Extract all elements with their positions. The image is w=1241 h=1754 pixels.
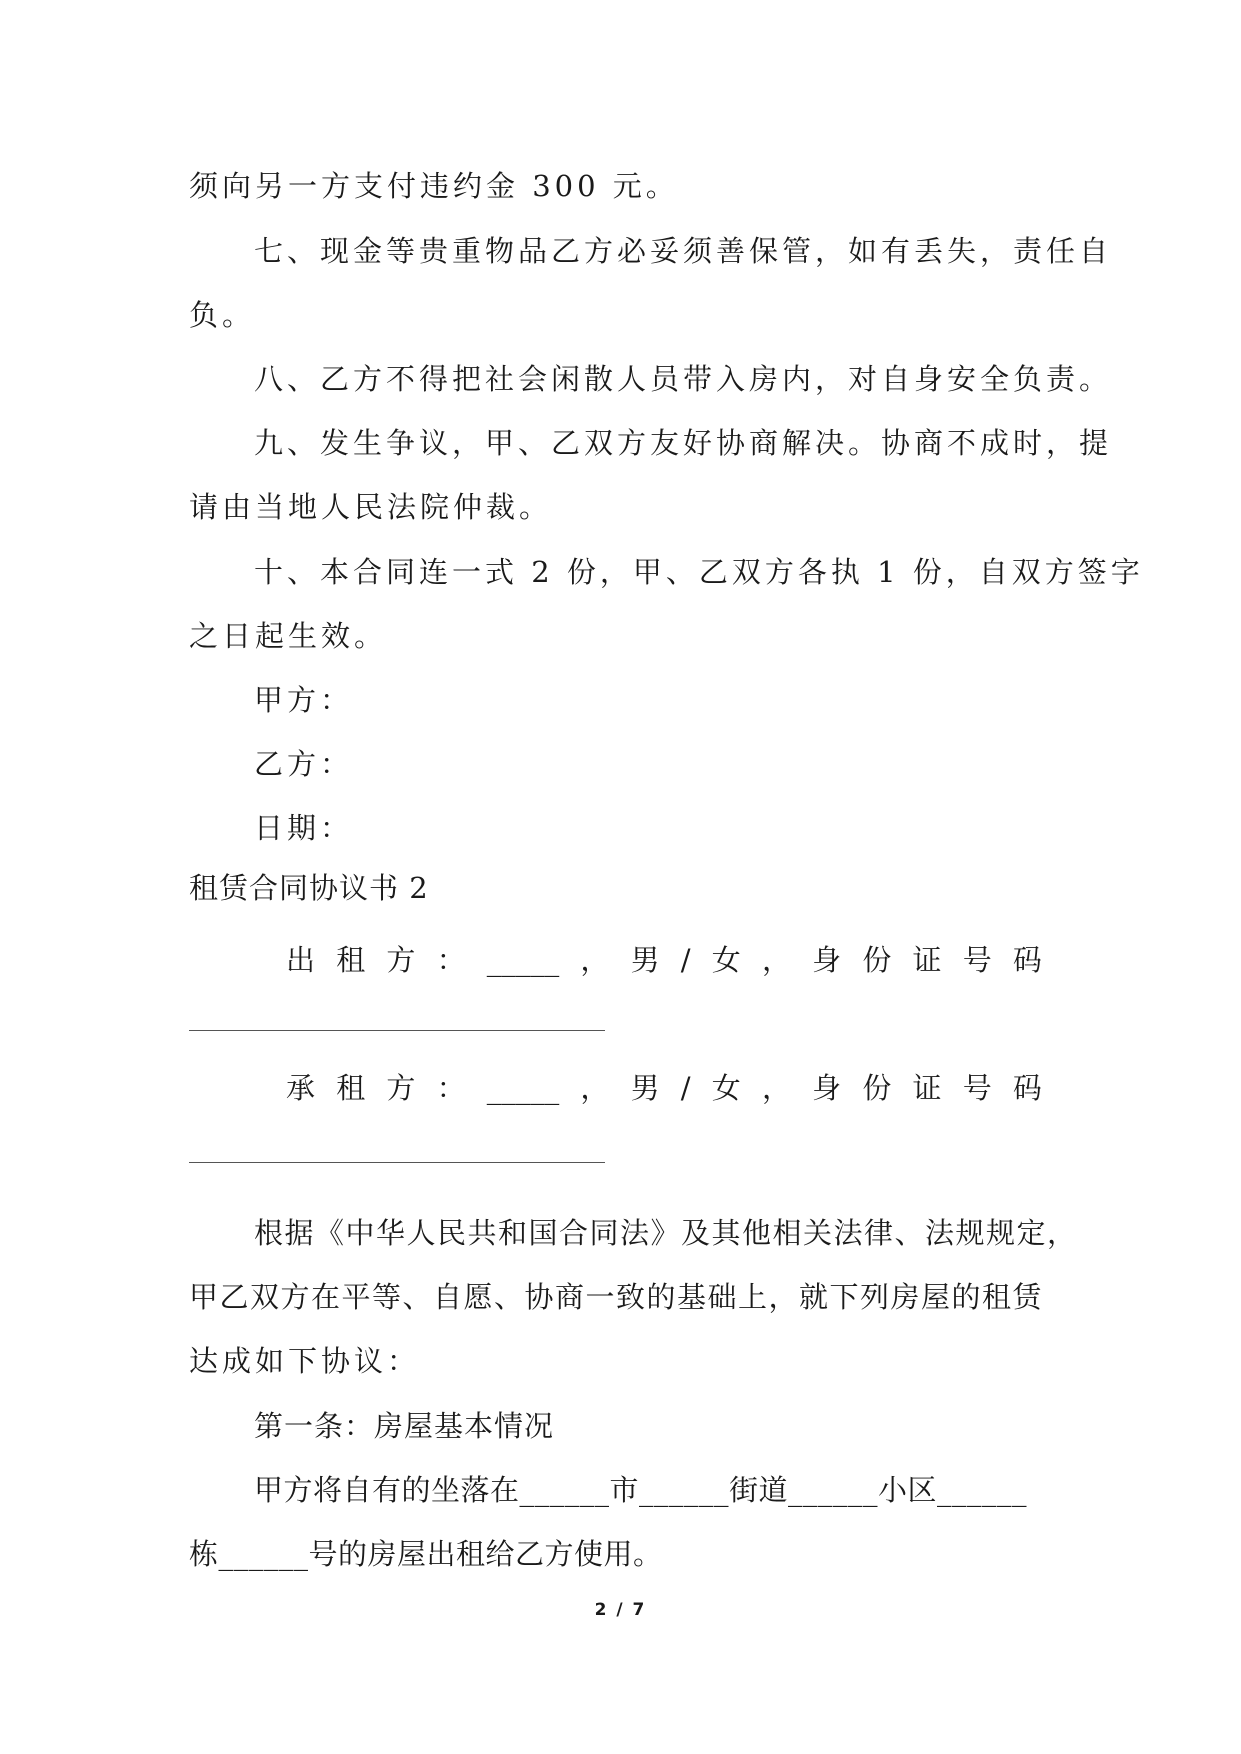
- lessor-char: 身: [812, 943, 842, 977]
- lessor-name-blank: _____: [486, 943, 560, 977]
- lessee-char: 份: [862, 1071, 892, 1105]
- party-b-label: 乙方：: [254, 747, 354, 781]
- date-label: 日期：: [254, 811, 354, 845]
- text-line: 八、乙方不得把社会闲散人员带入房内，对自身安全负责。: [254, 362, 1113, 396]
- text-line: 九、发生争议，甲、乙双方友好协商解决。协商不成时，提: [254, 426, 1113, 460]
- lessor-char: 方: [386, 943, 416, 977]
- text-line: 甲乙双方在平等、自愿、协商一致的基础上，就下列房屋的租赁: [189, 1280, 1044, 1314]
- lessee-char: 承: [286, 1071, 316, 1105]
- lessee-char: 方: [386, 1071, 416, 1105]
- lessee-name-blank: _____: [486, 1071, 560, 1105]
- text-line: 栋______号的房屋出租给乙方使用。: [189, 1537, 663, 1571]
- lessee-char: ，: [761, 1071, 791, 1105]
- lessee-id-blank-line: [189, 1162, 605, 1163]
- text-line: 请由当地人民法院仲裁。: [189, 490, 553, 524]
- party-a-label: 甲方：: [254, 683, 354, 717]
- lessor-char: 码: [1012, 943, 1042, 977]
- lessee-char: 号: [962, 1071, 992, 1105]
- lessee-char: ：: [436, 1071, 466, 1105]
- text-line: 之日起生效。: [189, 619, 388, 653]
- lessor-char: /: [680, 943, 691, 977]
- lessee-char: 女: [711, 1071, 741, 1105]
- lessee-char: 身: [812, 1071, 842, 1105]
- lessor-id-blank-line: [189, 1030, 605, 1031]
- article-heading: 第一条：房屋基本情况: [254, 1409, 555, 1443]
- lessor-char: 证: [912, 943, 942, 977]
- lessee-char: /: [680, 1071, 691, 1105]
- text-line: 十、本合同连一式 2 份，甲、乙双方各执 1 份，自双方签字: [254, 555, 1144, 589]
- lessor-char: ，: [580, 943, 610, 977]
- lessor-char: 份: [862, 943, 892, 977]
- lessee-char: 男: [630, 1071, 660, 1105]
- text-line: 甲方将自有的坐落在______市______街道______小区______: [254, 1473, 1028, 1507]
- lessor-char: ：: [436, 943, 466, 977]
- page-indicator: 2 / 7: [594, 1600, 647, 1620]
- lessor-char: ，: [761, 943, 791, 977]
- lessee-char: ，: [580, 1071, 610, 1105]
- lessee-char: 证: [912, 1071, 942, 1105]
- lessor-char: 女: [711, 943, 741, 977]
- lessor-row: [286, 940, 1042, 980]
- text-line: 须向另一方支付违约金 300 元。: [189, 169, 679, 203]
- text-line: 根据《中华人民共和国合同法》及其他相关法律、法规规定，: [254, 1216, 1078, 1250]
- section-title: 租赁合同协议书 2: [189, 871, 429, 905]
- text-line: 达成如下协议：: [189, 1344, 421, 1378]
- lessor-char: 男: [630, 943, 660, 977]
- text-line: 负。: [189, 298, 256, 332]
- text-line: 七、现金等贵重物品乙方必妥须善保管，如有丢失，责任自: [254, 234, 1113, 268]
- lessee-char: 码: [1012, 1071, 1042, 1105]
- lessor-char: 租: [336, 943, 366, 977]
- lessor-char: 出: [286, 943, 316, 977]
- lessor-char: 号: [962, 943, 992, 977]
- lessee-row: [286, 1068, 1042, 1108]
- lessee-char: 租: [336, 1071, 366, 1105]
